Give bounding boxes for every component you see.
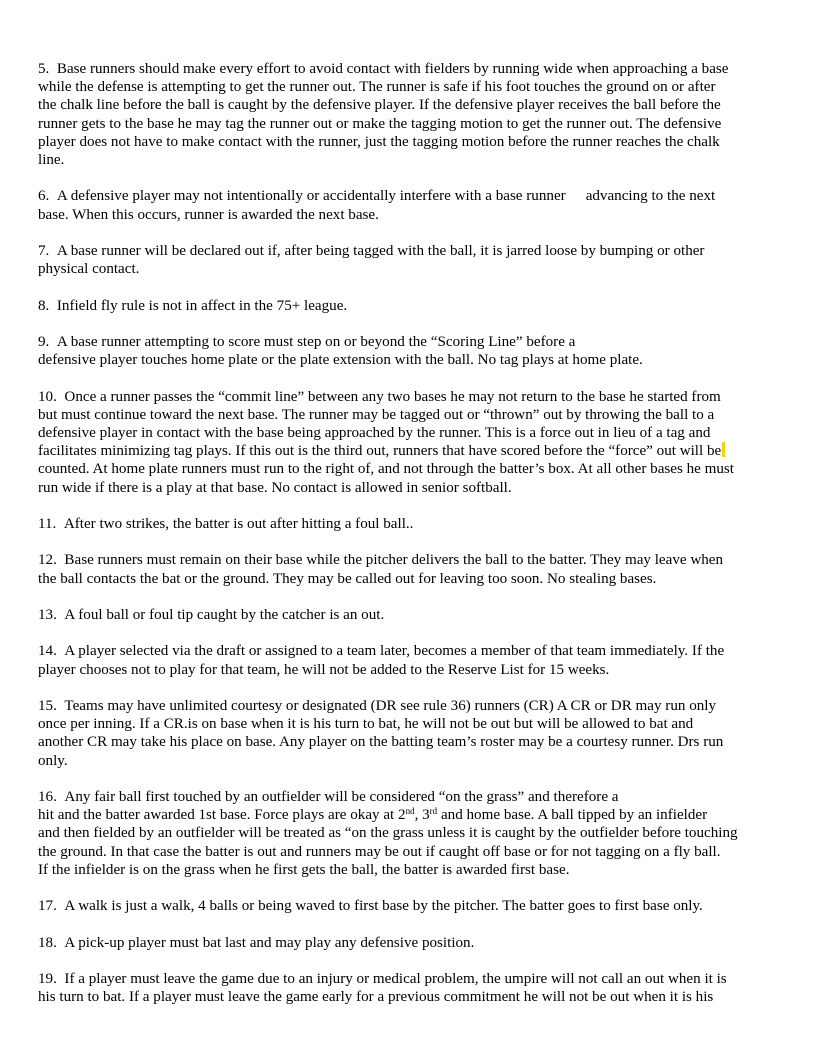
rule-line — [38, 806, 786, 824]
rule-line — [38, 788, 786, 806]
rule-text: If a player must leave the game due to an injury or medical problem, the umpire will not call an out when it is — [64, 970, 727, 987]
rule-9 — [38, 333, 786, 369]
rule-17 — [38, 897, 786, 915]
rule-line — [38, 697, 786, 715]
rule-15 — [38, 697, 786, 770]
rule-text: and home base. A ball tipped by an infielder — [437, 807, 708, 824]
rule-12 — [38, 551, 786, 587]
rule-line: and then fielded by an outfielder will be treated as “on the grass unless it is caught by the outfielder before touching — [38, 825, 738, 842]
rule-line — [38, 242, 786, 260]
rule-text: Teams may have unlimited courtesy or designated (DR see rule 36) runners (CR) A CR or DR may run only — [64, 697, 717, 714]
rule-number: 18. — [38, 934, 57, 951]
rule-text: Once a runner passes the “commit line” between any two bases he may not return to the base he started from — [64, 388, 721, 405]
rule-line — [38, 333, 786, 351]
rule-number: 9. — [38, 333, 50, 350]
rule-line — [38, 60, 786, 78]
rule-text: Infield fly rule is not in affect in the 75+ league. — [56, 297, 348, 314]
rule-line — [38, 551, 786, 569]
rule-line — [38, 606, 786, 624]
rule-number: 10. — [38, 388, 57, 405]
rule-14 — [38, 642, 786, 678]
rule-line: base. When this occurs, runner is awarded the next base. — [38, 206, 379, 223]
rule-number: 17. — [38, 898, 57, 915]
rule-5 — [38, 60, 786, 169]
text-cursor — [722, 442, 725, 457]
rule-text: hit and the batter awarded 1st base. Force plays are okay at 2 — [38, 807, 406, 824]
rule-6 — [38, 187, 786, 223]
rule-line: once per inning. If a CR.is on base when it is his turn to bat, he will not be out but will be allowed to bat and — [38, 716, 694, 733]
rule-line: while the defense is attempting to get the runner out. The runner is safe if his foot touches the ground on or after — [38, 79, 716, 96]
rule-line — [38, 515, 786, 533]
rule-text: Base runners should make every effort to avoid contact with fielders by running wide when approaching a base — [56, 61, 729, 77]
rule-line: the chalk line before the ball is caught by the defensive player. If the defensive player receives the ball before the — [38, 97, 721, 114]
rule-line: counted. At home plate runners must run to the right of, and not through the batter’s box. At all other bases he must — [38, 461, 734, 478]
rule-text: After two strikes, the batter is out after hitting a foul ball.. — [63, 515, 414, 532]
rule-number: 7. — [38, 243, 50, 259]
rule-line: the ground. In that case the batter is out and runners may be out if caught off base or for not tagging on a fly ball. — [38, 843, 721, 860]
rule-line: run wide if there is a play at that base. No contact is allowed in senior softball. — [38, 479, 512, 496]
rule-number: 6. — [38, 188, 50, 205]
rule-text: A player selected via the draft or assigned to a team later, becomes a member of that team immediately. If the — [64, 643, 725, 660]
rule-line: If the infielder is on the grass when he first gets the ball, the batter is awarded first base. — [38, 861, 570, 878]
rule-line: player chooses not to play for that team, he will not be added to the Reserve List for 15 weeks. — [38, 661, 610, 678]
rule-line — [38, 442, 786, 460]
rule-18 — [38, 934, 786, 952]
rule-line: only. — [38, 752, 68, 769]
rule-line: defensive player in contact with the base being approached by the runner. This is a force out in lieu of a tag and — [38, 424, 711, 441]
rule-number: 8. — [38, 297, 50, 314]
rule-text: A base runner attempting to score must step on or beyond the “Scoring Line” before a — [56, 333, 576, 350]
rule-text: A foul ball or foul tip caught by the catcher is an out. — [64, 606, 385, 623]
rule-line — [38, 934, 786, 952]
rule-line — [38, 388, 786, 406]
rule-10 — [38, 388, 786, 497]
rule-line — [38, 642, 786, 660]
rule-line: line. — [38, 152, 65, 169]
rule-line — [38, 897, 786, 915]
rule-number: 5. — [38, 61, 50, 77]
ordinal-suffix: rd — [429, 806, 438, 817]
rule-line: his turn to bat. If a player must leave the game early for a previous commitment he will not be out when it is his — [38, 989, 714, 1006]
rule-11 — [38, 515, 786, 533]
rule-7 — [38, 242, 786, 278]
rule-text: A base runner will be declared out if, after being tagged with the ball, it is jarred loose by bumping or other — [56, 243, 705, 259]
rule-number: 11. — [38, 515, 57, 532]
rule-text: , 3 — [414, 807, 430, 824]
rule-text: Base runners must remain on their base while the pitcher delivers the ball to the batter. They may leave when — [64, 552, 724, 569]
rule-8 — [38, 297, 786, 315]
ordinal-suffix: nd — [405, 806, 415, 817]
rule-text: facilitates minimizing tag plays. If this out is the third out, runners that have scored before the “force” out will be — [38, 443, 722, 460]
rule-number: 14. — [38, 643, 57, 660]
document-page — [38, 60, 786, 1025]
rule-13 — [38, 606, 786, 624]
rule-text: A defensive player may not intentionally or accidentally interfere with a base runner — [56, 188, 566, 205]
rule-line: the ball contacts the bat or the ground. They may be called out for leaving too soon. No stealing bases. — [38, 570, 657, 587]
rule-number: 19. — [38, 970, 57, 987]
rule-number: 15. — [38, 697, 57, 714]
rule-line: another CR may take his place on base. Any player on the batting team’s roster may be a courtesy runner. Drs run — [38, 734, 724, 751]
rule-text: A pick-up player must bat last and may play any defensive position. — [64, 934, 475, 951]
rule-19 — [38, 970, 786, 1006]
rule-line — [38, 297, 786, 315]
rule-number: 16. — [38, 788, 57, 805]
rule-16 — [38, 788, 786, 879]
rule-line: but must continue toward the next base. The runner may be tagged out or “thrown” out by throwing the ball to a — [38, 406, 715, 423]
rule-text: A walk is just a walk, 4 balls or being waved to first base by the pitcher. The batter goes to first base only. — [64, 898, 703, 915]
rule-line: physical contact. — [38, 261, 140, 278]
rule-line — [38, 970, 786, 988]
rule-line — [38, 187, 786, 205]
rule-number: 12. — [38, 552, 57, 569]
rule-line: player does not have to make contact with the runner, just the tagging motion before the runner reaches the chalk — [38, 133, 720, 150]
rule-line: defensive player touches home plate or the plate extension with the ball. No tag plays at home plate. — [38, 352, 643, 369]
rule-text-continuation: advancing to the next — [585, 188, 716, 205]
rule-text: Any fair ball first touched by an outfielder will be considered “on the grass” and therefore a — [64, 788, 619, 805]
rule-number: 13. — [38, 606, 57, 623]
rule-line: runner gets to the base he may tag the runner out or make the tagging motion to get the runner out. The defensive — [38, 115, 722, 132]
